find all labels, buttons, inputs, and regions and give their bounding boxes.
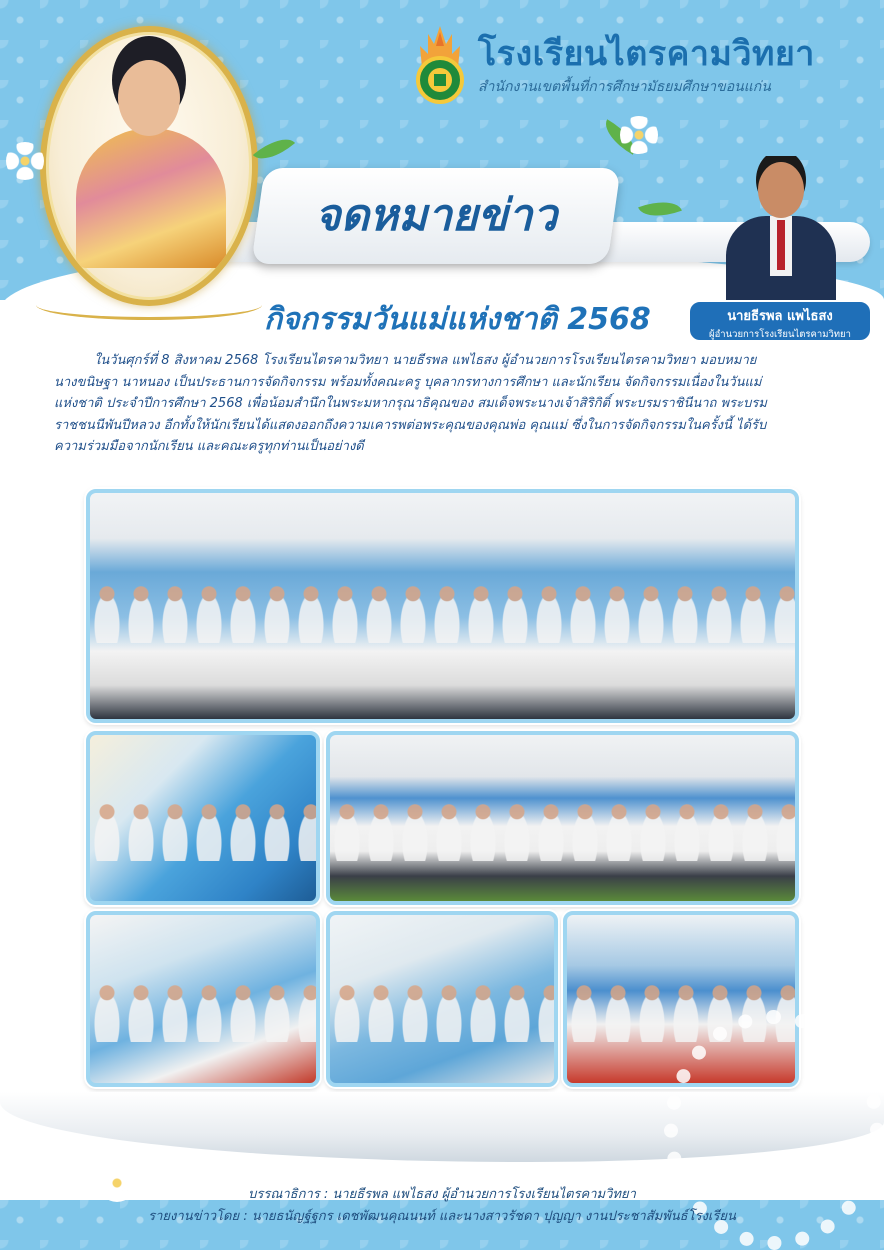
news-line: ราชชนนีพันปีหลวง อีกทั้งให้นักเรียนได้แสดงออกถึงความเคารพต่อพระคุณของคุณพ่อ คุณแม่ ซึ่งในการจัดกิจกรรมในครั้งนี้ ได้รับ xyxy=(54,417,767,433)
event-subtitle: กิจกรรมวันแม่แห่งชาติ 2568 xyxy=(264,302,651,337)
teacher-writing-photo xyxy=(326,911,558,1087)
leaf-decoration xyxy=(638,194,682,225)
portrait-body xyxy=(76,128,226,268)
news-line: ความร่วมมือจากนักเรียน และคณะครูทุกท่านเป็นอย่างดี xyxy=(54,439,364,454)
footer-credits xyxy=(0,1184,884,1228)
photo-people xyxy=(90,583,795,719)
news-line: นางขนิษฐา นาหนอง เป็นประธานการจัดกิจกรรม พร้อมทั้งคณะครู บุคลากรทางการศึกษา และนักเรียน จัดกิจกรรมเนื่องในวันแม่ xyxy=(54,374,762,390)
school-office: สำนักงานเขตพื้นที่การศึกษามัธยมศึกษาขอนแก่น xyxy=(478,79,771,95)
news-line: ในวันศุกร์ที่ 8 สิงหาคม 2568 โรงเรียนไตรคามวิทยา นายธีรพล แพไธสง ผู้อำนวยการโรงเรียนไตรคามวิทยา มอบหมาย xyxy=(94,353,757,368)
footer-reporter: รายงานข่าวโดย : นายธนัญฐ์ฐกร เดชพัฒนคุณนนท์ และนางสาวรัชดา ปุญญา งานประชาสัมพันธ์โรงเรียน xyxy=(148,1209,736,1224)
portrait-head xyxy=(118,60,180,136)
jasmine-flower-icon xyxy=(620,116,658,154)
students-lineup-photo xyxy=(326,731,799,905)
news-paragraph xyxy=(54,350,834,458)
group-photo xyxy=(86,489,799,723)
school-logo xyxy=(408,24,472,108)
students-sitting-photo xyxy=(86,911,320,1087)
jasmine-flower-icon xyxy=(6,142,44,180)
photo-people xyxy=(90,801,316,901)
speech-photo xyxy=(86,731,320,905)
director-tie xyxy=(777,220,785,270)
photo-people xyxy=(330,801,795,901)
director-role: ผู้อำนวยการโรงเรียนไตรคามวิทยา xyxy=(709,329,851,340)
director-name-tag xyxy=(688,300,872,342)
photo-people xyxy=(90,982,316,1083)
newsletter-title: จดหมายข่าว xyxy=(314,190,558,241)
photo-people xyxy=(330,982,554,1083)
leaf-decoration xyxy=(253,129,295,169)
queen-portrait xyxy=(40,26,258,306)
news-line: แห่งชาติ ประจำปีการศึกษา 2568 เพื่อน้อมสำนึกในพระมหากรุณาธิคุณของ สมเด็จพระนางเจ้าสิริกิติ์ พระบรมราชินีนาถ พระบรม xyxy=(54,396,767,411)
frame-ornament xyxy=(36,290,262,320)
footer-editor: บรรณาธิการ : นายธีรพล แพไธสง ผู้อำนวยการโรงเรียนไตรคามวิทยา xyxy=(248,1187,636,1202)
school-name: โรงเรียนไตรคามวิทยา xyxy=(478,34,815,74)
director-photo xyxy=(722,156,840,304)
director-head xyxy=(758,162,804,218)
director-name: นายธีรพล แพไธสง xyxy=(727,309,833,324)
